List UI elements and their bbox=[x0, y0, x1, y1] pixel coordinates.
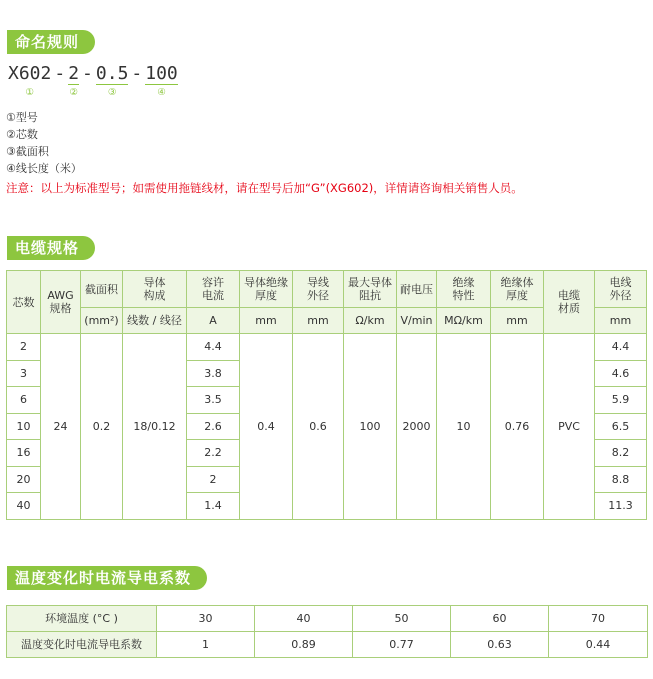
cell-od: 8.2 bbox=[595, 440, 647, 467]
header-jacket-thick: 绝缘体 厚度 bbox=[491, 271, 544, 308]
cell-od: 5.9 bbox=[595, 387, 647, 414]
cell-cores: 2 bbox=[7, 334, 41, 361]
code-cores-num: ② bbox=[69, 87, 78, 98]
code-sep: - bbox=[131, 63, 143, 84]
code-sep: - bbox=[82, 63, 93, 84]
code-cores bbox=[68, 63, 80, 98]
cell-current: 2 bbox=[187, 466, 240, 493]
temp-value: 40 bbox=[255, 606, 353, 632]
code-length bbox=[145, 63, 178, 98]
cell-od: 6.5 bbox=[595, 413, 647, 440]
table-row bbox=[7, 334, 647, 361]
code-length-text: 100 bbox=[145, 63, 178, 84]
code-area-text: 0.5 bbox=[95, 63, 129, 84]
cell-jacket-thick: 0.76 bbox=[491, 334, 544, 520]
temp-row bbox=[7, 606, 648, 632]
cell-od: 8.8 bbox=[595, 466, 647, 493]
code-area-num: ③ bbox=[107, 87, 117, 98]
cell-conductor-od: 0.6 bbox=[293, 334, 344, 520]
cell-conductor: 18/0.12 bbox=[123, 334, 187, 520]
cell-od: 4.4 bbox=[595, 334, 647, 361]
temp-value: 50 bbox=[353, 606, 451, 632]
cell-od: 11.3 bbox=[595, 493, 647, 520]
cell-voltage: 2000 bbox=[397, 334, 437, 520]
code-length-num: ④ bbox=[157, 87, 166, 98]
code-cores-text: 2 bbox=[68, 63, 80, 84]
legend-item: ①型号 bbox=[6, 111, 38, 124]
unit-conductor: 线数 / 线径 bbox=[123, 308, 187, 334]
cell-cores: 6 bbox=[7, 387, 41, 414]
header-material: 电缆 材质 bbox=[544, 271, 595, 334]
header-area: 截面积 bbox=[81, 271, 123, 308]
header-current: 容许 电流 bbox=[187, 271, 240, 308]
cell-cores: 16 bbox=[7, 440, 41, 467]
unit-voltage: V/min bbox=[397, 308, 437, 334]
coeff-value: 0.89 bbox=[255, 632, 353, 658]
note-text: 注意：以上为标准型号；如需使用拖链线材，请在型号后加“G”(XG602)，详情请咨询相关销售人员。 bbox=[6, 181, 523, 195]
cell-current: 3.8 bbox=[187, 360, 240, 387]
header-conductor: 导体 构成 bbox=[123, 271, 187, 308]
cell-current: 4.4 bbox=[187, 334, 240, 361]
code-sep: - bbox=[54, 63, 66, 84]
code-legend bbox=[6, 109, 82, 177]
coeff-row-label: 温度变化时电流导电系数 bbox=[7, 632, 157, 658]
legend-item: ④线长度（米） bbox=[6, 162, 82, 175]
cell-current: 1.4 bbox=[187, 493, 240, 520]
cell-cores: 40 bbox=[7, 493, 41, 520]
header-od: 电线 外径 bbox=[595, 271, 647, 308]
header-voltage: 耐电压 bbox=[397, 271, 437, 308]
unit-current: A bbox=[187, 308, 240, 334]
cell-insulation: 0.4 bbox=[240, 334, 293, 520]
unit-area: (mm²) bbox=[81, 308, 123, 334]
coeff-value: 0.44 bbox=[549, 632, 648, 658]
unit-insulation: mm bbox=[240, 308, 293, 334]
header-awg: AWG 规格 bbox=[41, 271, 81, 334]
legend-item: ②芯数 bbox=[6, 128, 38, 141]
code-area bbox=[95, 63, 129, 98]
cell-resistance: 100 bbox=[344, 334, 397, 520]
temp-value: 70 bbox=[549, 606, 648, 632]
code-type bbox=[8, 63, 52, 98]
temp-value: 60 bbox=[451, 606, 549, 632]
cell-current: 3.5 bbox=[187, 387, 240, 414]
temp-row-label: 环境温度 (°C ) bbox=[7, 606, 157, 632]
cell-cores: 20 bbox=[7, 466, 41, 493]
cell-insul-char: 10 bbox=[437, 334, 491, 520]
cell-current: 2.6 bbox=[187, 413, 240, 440]
legend-item: ③截面积 bbox=[6, 145, 49, 158]
unit-conductor-od: mm bbox=[293, 308, 344, 334]
unit-od: mm bbox=[595, 308, 647, 334]
unit-jacket-thick: mm bbox=[491, 308, 544, 334]
cell-material: PVC bbox=[544, 334, 595, 520]
cell-area: 0.2 bbox=[81, 334, 123, 520]
temp-value: 30 bbox=[157, 606, 255, 632]
header-insulation: 导体绝缘 厚度 bbox=[240, 271, 293, 308]
header-resistance: 最大导体 阻抗 bbox=[344, 271, 397, 308]
cell-cores: 3 bbox=[7, 360, 41, 387]
header-insul-char: 绝缘 特性 bbox=[437, 271, 491, 308]
temp-heading: 温度变化时电流导电系数 bbox=[7, 566, 207, 590]
spec-table bbox=[6, 270, 647, 520]
temp-table bbox=[6, 605, 648, 658]
cell-cores: 10 bbox=[7, 413, 41, 440]
code-type-num: ① bbox=[25, 87, 34, 98]
header-conductor-od: 导线 外径 bbox=[293, 271, 344, 308]
code-type-text: X602 bbox=[8, 63, 52, 84]
cell-current: 2.2 bbox=[187, 440, 240, 467]
naming-heading: 命名规则 bbox=[7, 30, 95, 54]
coeff-value: 0.63 bbox=[451, 632, 549, 658]
cell-od: 4.6 bbox=[595, 360, 647, 387]
unit-insul-char: MΩ/km bbox=[437, 308, 491, 334]
model-code bbox=[8, 63, 178, 98]
coeff-value: 1 bbox=[157, 632, 255, 658]
spec-heading: 电缆规格 bbox=[7, 236, 95, 260]
coeff-row bbox=[7, 632, 648, 658]
coeff-value: 0.77 bbox=[353, 632, 451, 658]
unit-resistance: Ω/km bbox=[344, 308, 397, 334]
cell-awg: 24 bbox=[41, 334, 81, 520]
header-cores: 芯数 bbox=[7, 271, 41, 334]
